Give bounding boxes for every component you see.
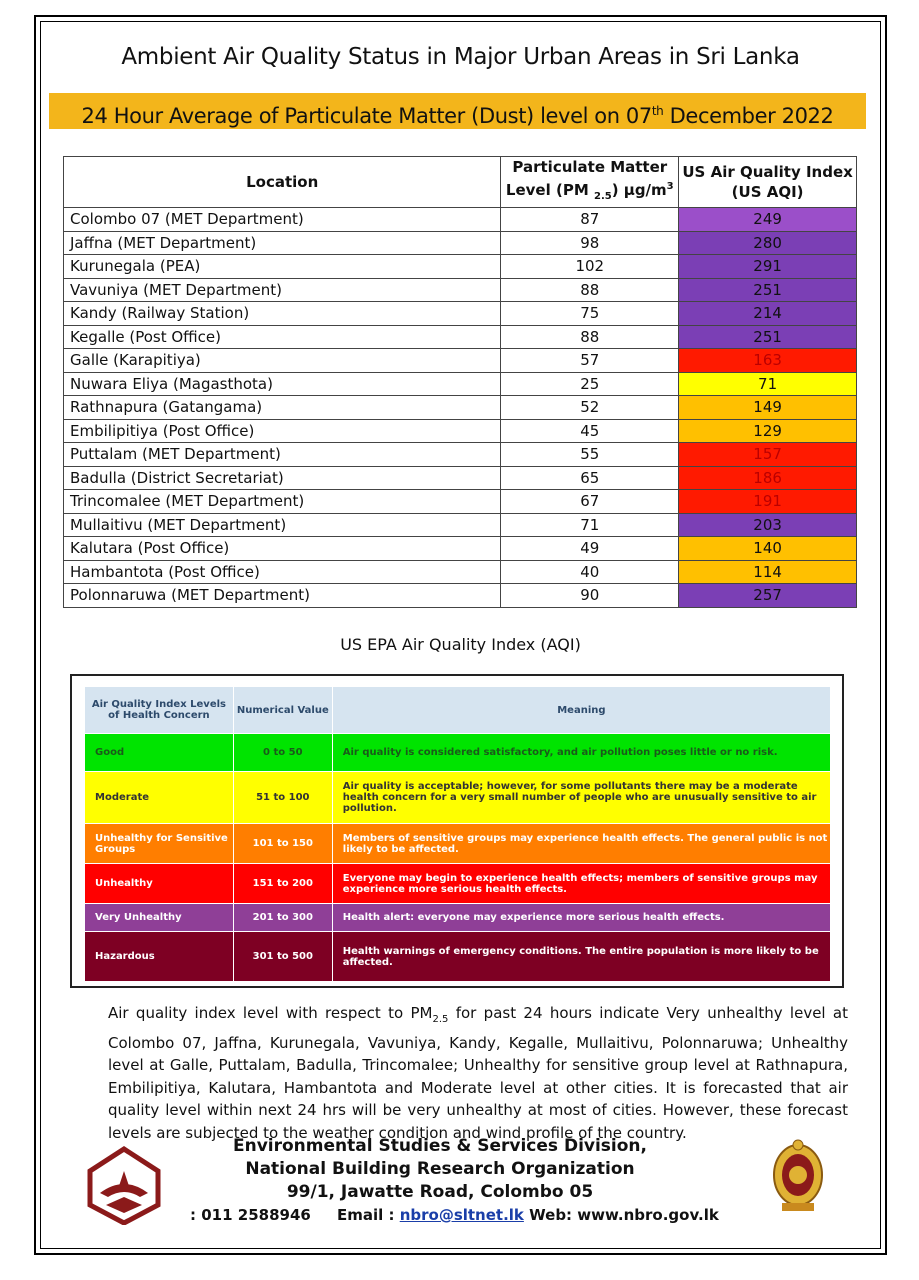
table-row [64,513,857,537]
aqi-cell: 280 [679,231,857,255]
report-subtitle [49,93,866,129]
aqi-cell: 251 [679,325,857,349]
table-row [64,208,857,232]
aqi-cell: 251 [679,278,857,302]
legend-row [85,824,831,864]
pm-header-line2: Level (PM [505,181,589,199]
pm-cell: 65 [501,466,679,490]
legend-level: Good [85,734,234,772]
nbro-logo-icon [84,1145,164,1225]
epa-aqi-title: US EPA Air Quality Index (AQI) [340,635,581,654]
legend-level: Very Unhealthy [85,904,234,932]
website: Web: www.nbro.gov.lk [529,1206,719,1224]
pm-cell: 67 [501,490,679,514]
email-label: Email : [336,1206,395,1224]
aqi-cell: 140 [679,537,857,561]
table-row [64,231,857,255]
aqi-cell: 71 [679,372,857,396]
organization-block [160,1135,720,1204]
contact-line [190,1206,719,1224]
location-cell: Mullaitivu (MET Department) [64,513,501,537]
legend-value: 51 to 100 [233,772,332,824]
org-address: 99/1, Jawatte Road, Colombo 05 [286,1182,594,1202]
location-cell: Kurunegala (PEA) [64,255,501,279]
table-header-row [64,157,857,208]
table-row [64,278,857,302]
page-title: Ambient Air Quality Status in Major Urban Areas in Sri Lanka [121,44,800,70]
location-cell: Polonnaruwa (MET Department) [64,584,501,608]
legend-meaning: Everyone may begin to experience health effects; members of sensitive groups may experience more serious health effects. [332,864,830,904]
table-row [64,302,857,326]
legend-row [85,864,831,904]
pm-cell: 52 [501,396,679,420]
legend-meaning: Members of sensitive groups may experience health effects. The general public is not likely to be affected. [332,824,830,864]
aqi-cell: 186 [679,466,857,490]
legend-header-row [85,687,831,734]
description-paragraph [108,1002,848,1145]
pm-header-line1: Particulate Matter [512,158,668,176]
legend-row [85,734,831,772]
legend-meaning: Air quality is acceptable; however, for some pollutants there may be a moderate health concern for a very small number of people who are unusually sensitive to air pollution. [332,772,830,824]
org-name: National Building Research Organization [245,1159,635,1179]
pm-cell: 90 [501,584,679,608]
aqi-cell: 129 [679,419,857,443]
col-location-header: Location [64,157,501,208]
org-division: Environmental Studies & Services Division, [232,1136,647,1156]
location-cell: Rathnapura (Gatangama) [64,396,501,420]
pm-header-sup: 3 [666,181,674,192]
col-pm-header [501,157,679,208]
aqi-cell: 257 [679,584,857,608]
pm-header-unit: ) µg/m [611,181,667,199]
legend-head-level: Air Quality Index Levels of Health Concern [85,687,234,734]
pm-cell: 57 [501,349,679,373]
aqi-cell: 114 [679,560,857,584]
table-row [64,537,857,561]
pm-cell: 71 [501,513,679,537]
pm-cell: 75 [501,302,679,326]
aqi-cell: 291 [679,255,857,279]
legend-body [85,734,831,982]
aqi-header-line1: US Air Quality Index [682,163,853,181]
table-row [64,396,857,420]
table-row [64,490,857,514]
pm-cell: 40 [501,560,679,584]
phone-number: : 011 2588946 [190,1206,311,1224]
legend-meaning: Health warnings of emergency conditions. The entire population is more likely to be affected. [332,932,830,982]
pm-cell: 45 [501,419,679,443]
table-row [64,255,857,279]
aqi-cell: 163 [679,349,857,373]
pm-cell: 88 [501,278,679,302]
email-link[interactable]: nbro@sltnet.lk [399,1206,524,1224]
aqi-cell: 249 [679,208,857,232]
table-row [64,372,857,396]
legend-row [85,932,831,982]
legend-row [85,772,831,824]
location-cell: Vavuniya (MET Department) [64,278,501,302]
legend-value: 0 to 50 [233,734,332,772]
location-cell: Hambantota (Post Office) [64,560,501,584]
location-cell: Kalutara (Post Office) [64,537,501,561]
location-cell: Kandy (Railway Station) [64,302,501,326]
table-row [64,349,857,373]
legend-value: 201 to 300 [233,904,332,932]
legend-head-value: Numerical Value [233,687,332,734]
aqi-cell: 214 [679,302,857,326]
location-cell: Badulla (District Secretariat) [64,466,501,490]
pm-header-sub: 2.5 [593,191,612,202]
legend-value: 301 to 500 [233,932,332,982]
pm-cell: 98 [501,231,679,255]
aqi-header-line2: (US AQI) [731,183,804,201]
aqi-legend [70,674,844,988]
legend-head-meaning: Meaning [332,687,830,734]
col-aqi-header [679,157,857,208]
location-cell: Nuwara Eliya (Magasthota) [64,372,501,396]
legend-level: Hazardous [85,932,234,982]
subtitle-text: 24 Hour Average of Particulate Matter (Dust) level on 07 [81,104,652,128]
pm-cell: 49 [501,537,679,561]
description-rest: for past 24 hours indicate Very unhealthy level at Colombo 07, Jaffna, Kurunegala, Vavuniya, Kandy, Kegalle, Mullaitivu, Polonnaruwa; Unhealthy level at Galle, Puttalam, Badulla, Trincomalee; Unhealthy for sensitive group level at Rathnapura, Embilipitiya, Kalutara, Hambantota and Moderate level at other cities. It is forecasted that air quality level within next 24 hrs will be very unhealthy at most of cities. However, these forecast levels are subjected to the weather condition and wind profile of the country. [108,1004,848,1142]
aqi-cell: 149 [679,396,857,420]
table-row [64,560,857,584]
legend-meaning: Air quality is considered satisfactory, and air pollution poses little or no risk. [332,734,830,772]
pm-cell: 102 [501,255,679,279]
table-row [64,325,857,349]
subtitle-sup: th [651,104,664,118]
legend-level: Moderate [85,772,234,824]
table-row [64,443,857,467]
description-sub: 2.5 [432,1014,449,1025]
location-cell: Puttalam (MET Department) [64,443,501,467]
location-cell: Embilipitiya (Post Office) [64,419,501,443]
pm-cell: 25 [501,372,679,396]
legend-level: Unhealthy for Sensitive Groups [85,824,234,864]
description-start: Air quality index level with respect to PM [108,1004,433,1022]
legend-row [85,904,831,932]
location-cell: Trincomalee (MET Department) [64,490,501,514]
sri-lanka-emblem-icon [768,1137,828,1217]
pm-cell: 87 [501,208,679,232]
pm-cell: 88 [501,325,679,349]
location-cell: Jaffna (MET Department) [64,231,501,255]
legend-value: 101 to 150 [233,824,332,864]
location-cell: Galle (Karapitiya) [64,349,501,373]
subtitle-date: December 2022 [663,104,834,128]
aqi-legend-table [84,686,831,982]
table-row [64,419,857,443]
legend-level: Unhealthy [85,864,234,904]
aqi-cell: 157 [679,443,857,467]
aqi-cell: 203 [679,513,857,537]
location-cell: Colombo 07 (MET Department) [64,208,501,232]
table-row [64,584,857,608]
pm-cell: 55 [501,443,679,467]
aqi-cell: 191 [679,490,857,514]
legend-meaning: Health alert: everyone may experience more serious health effects. [332,904,830,932]
table-row [64,466,857,490]
air-quality-table [63,156,857,608]
air-quality-table-body [64,208,857,608]
location-cell: Kegalle (Post Office) [64,325,501,349]
legend-value: 151 to 200 [233,864,332,904]
